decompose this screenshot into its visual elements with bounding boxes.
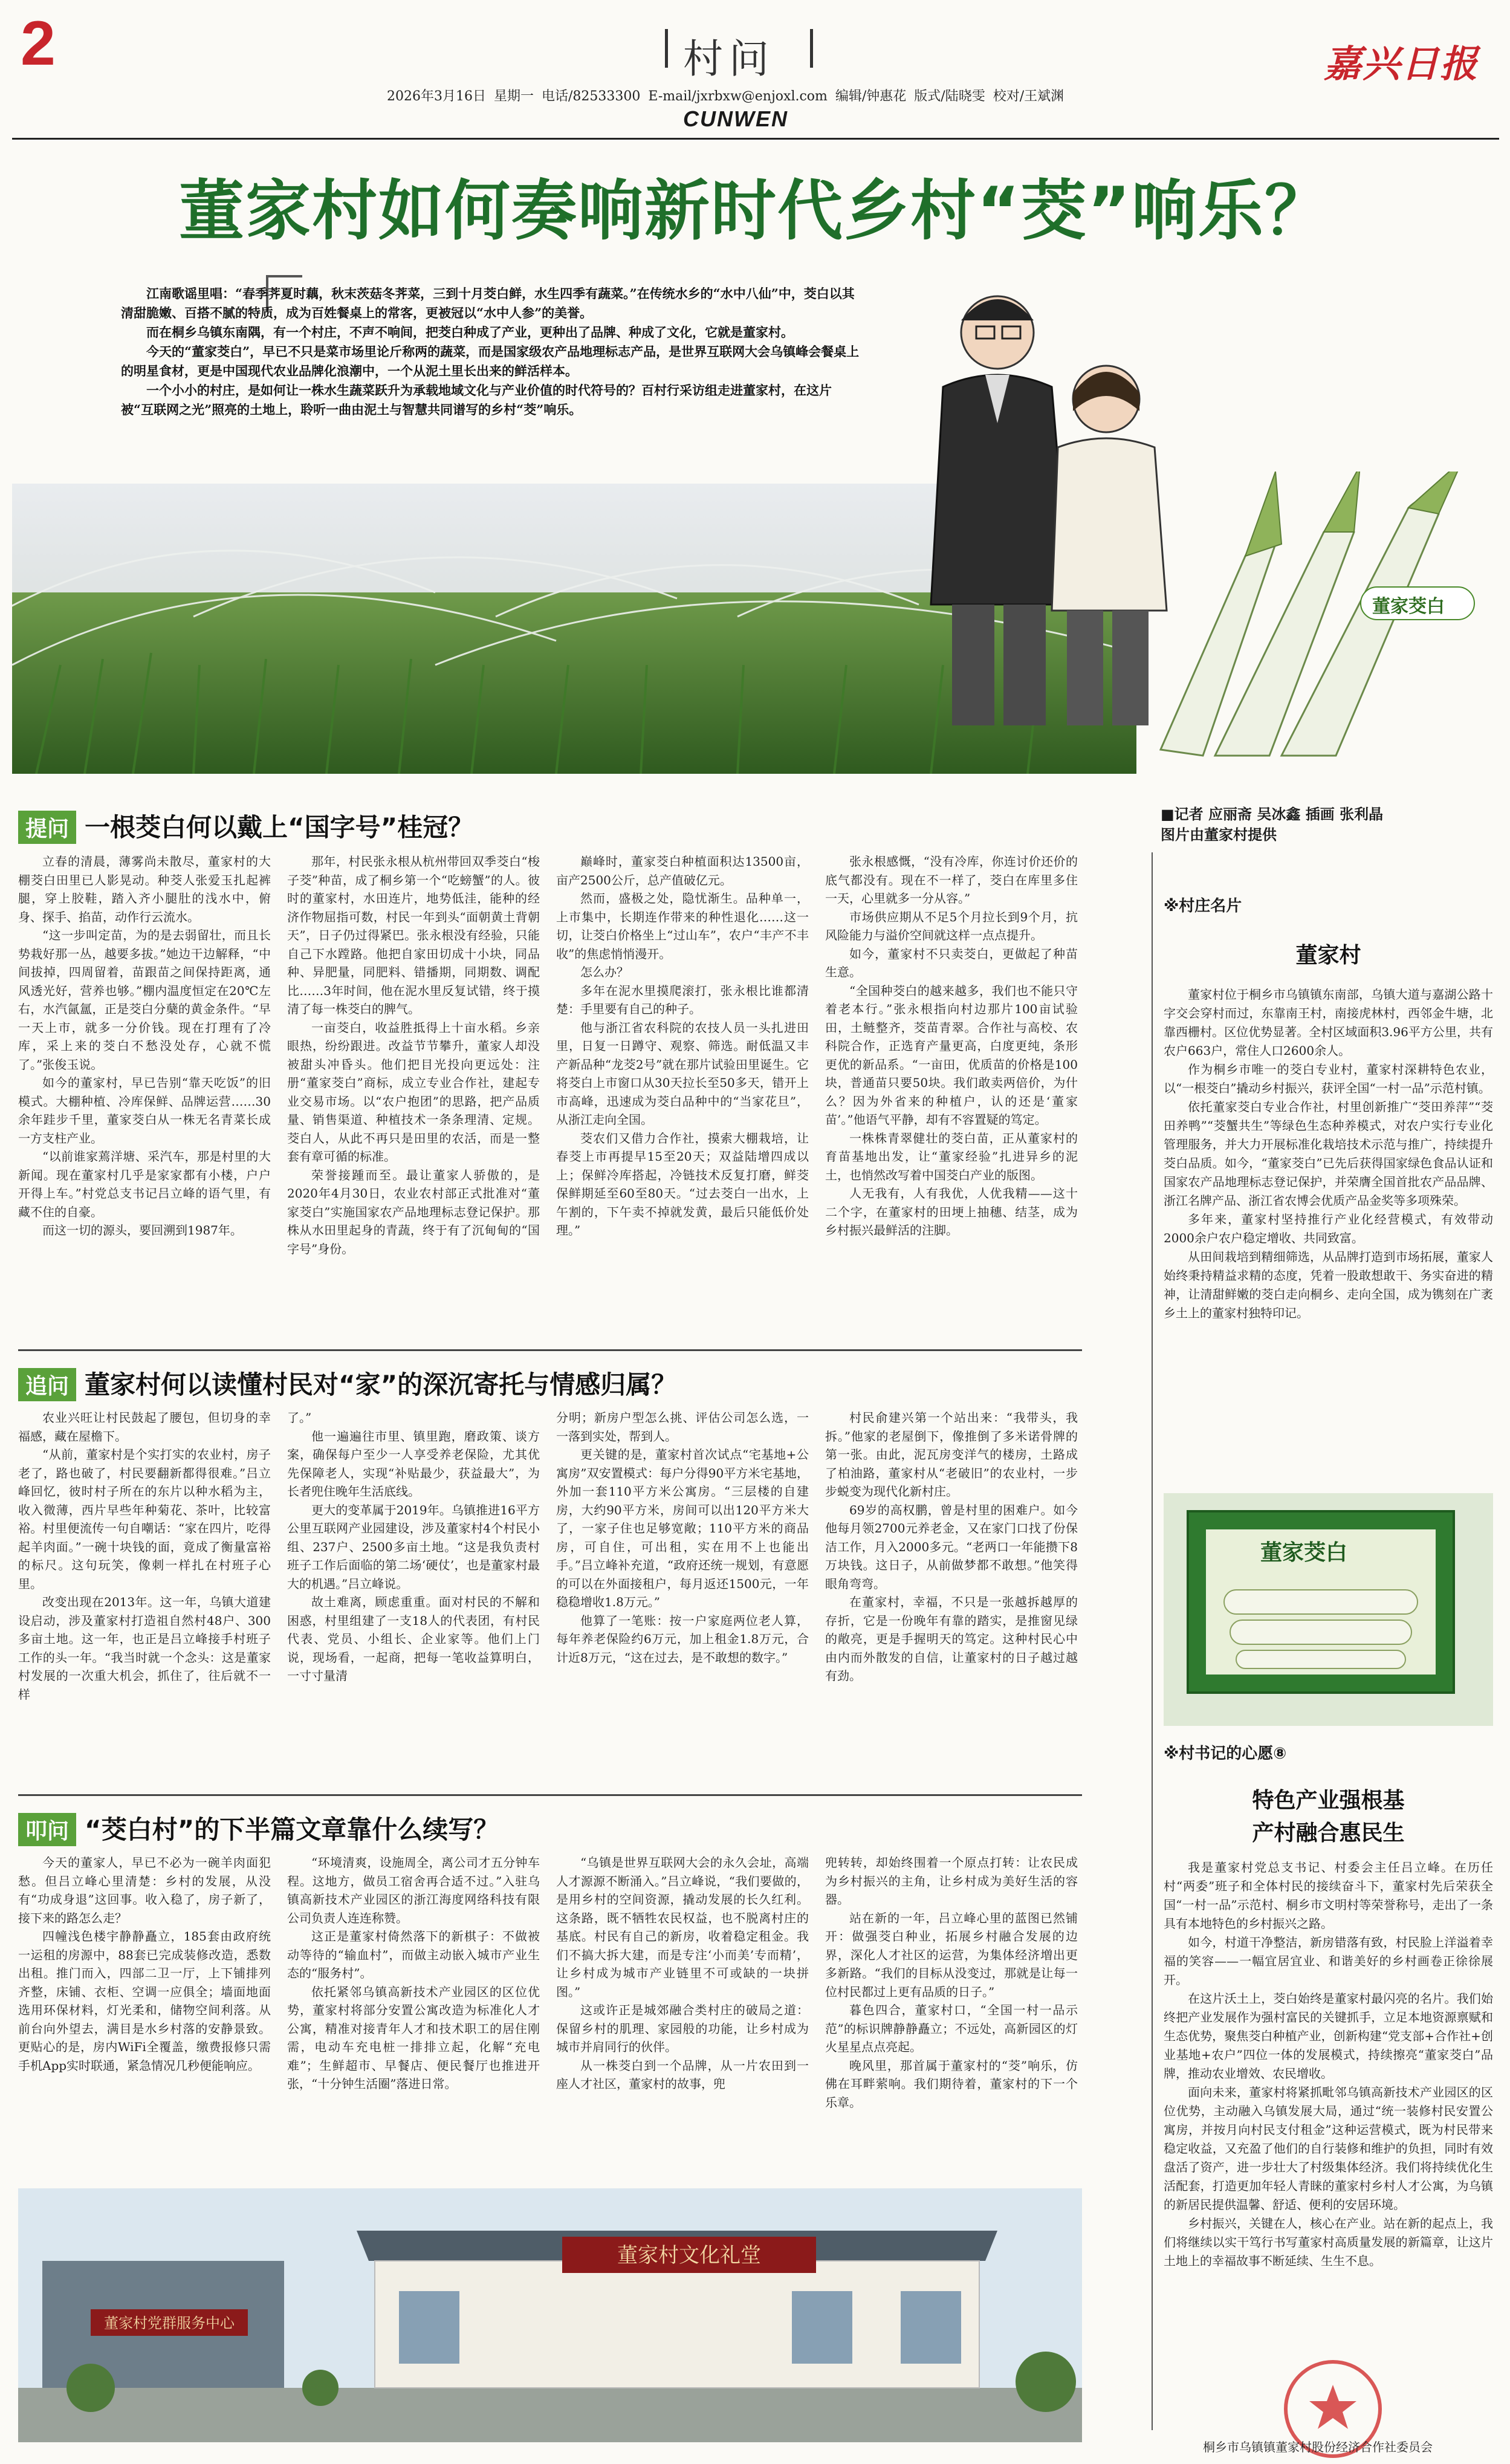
s1c4p6: 人无我有，人有我优，人优我精——这十二个字，在董家村的田埂上抽穗、结茎，成为乡村振兴最鲜活的注脚。	[825, 1186, 1078, 1237]
s1-col2	[287, 852, 540, 1342]
s3c4p2: 站在新的一年，吕立峰心里的蓝图已然铺开：做强茭白种业，拓展乡村融合发展的边界，深化人才社区的运营，为集体经济増出更多新路。“我们的目标从没变过，那就是让每一位村民都过上更有品质的日子。”	[825, 1910, 1078, 1999]
s1c3p5: 他与浙江省农科院的农技人员一头扎进田里，日复一日蹲守、观察、筛选。耐低温又丰产新品种“龙茭2号”就在那片试验田里诞生。它将茭白上市窗口从30天拉长至50多天，错开上市高峰，迅速成为茭白品种中的“当家花旦”，从浙江走向全国。	[556, 1020, 809, 1127]
mp-p1: 董家村位于桐乡市乌镇镇东南部，乌镇大道与嘉湖公路十字交会穿村而过，东靠南王村，南接虎林村，西邻金牛塘，北靠西栅村。区位优势显著。全村区域面积3.96平方公里，共有农户663户，常住人口2600余人。	[1164, 987, 1493, 1058]
s2c1p3: 改变出现在2013年。这一年，乌镇大道建设启动，涉及董家村打造祖自然村48户、300多亩土地。这一年，也正是吕立峰接手村班子工作的头一年。“我当时就一个念头：这是董家村发展的一次重大机会，抓住了，往后就不一样	[18, 1595, 271, 1702]
s1c1p3: 如今的董家村，早已告别“靠天吃饭”的旧模式。大棚种植、冷库保鲜、品牌运营……30余年跬步千里，董家茭白从一株无名青菜长成一方支柱产业。	[18, 1075, 271, 1146]
s3c4p1: 兜转转，却始终围着一个原点打转：让农民成为乡村振兴的主角，让乡村成为美好生活的容器。	[825, 1855, 1078, 1907]
section3-title: “茭白村”的下半篇文章靠什么续写？	[85, 1815, 499, 1844]
mp-p5: 从田间栽培到精细筛选，从品牌打造到市场拓展，董家人始终秉持精益求精的态度，凭着一股敢想敢干、务实奋进的精神，让清甜鲜嫩的茭白走向桐乡、走向全国，成为镌刻在广袤乡土上的董家村独特印记。	[1164, 1250, 1493, 1320]
s1c1p4: “以前谁家蔫洋塘、采汽车，那是村里的大新闻。现在董家村几乎是家家都有小楼，户户开得上车。”村党总支书记吕立峰的语气里，有藏不住的自豪。	[18, 1149, 271, 1219]
xinsheng-label: ※村书记的心愿⑧	[1164, 1745, 1287, 1763]
s1c3p4: 多年在泥水里摸爬滚打，张永根比谁都清楚：手里要有自己的种子。	[556, 983, 809, 1016]
section2-tag: 追问	[18, 1368, 76, 1401]
s2-col3	[556, 1409, 809, 1783]
s2c2p4: 故土难离，顾虑重重。面对村民的不解和困惑，村里组建了一支18人的代表团，有村民代表、党员、小组长、企业家等。他们上门说，现场看，一起商，把每一笔收益算明白，一寸寸量清	[287, 1595, 540, 1683]
s3c2p3: 依托紧邻乌镇高新技术产业园区的区位优势，董家村将部分安置公寓改造为标准化人才公寓，精准对接青年人才和技术职工的居住刚需，电动车充电桩一排排立起，化解“充电难”；生鲜超市、早餐店、便民餐厅也推进开张，“十分钟生活圈”落进日常。	[287, 1984, 540, 2091]
s2c2p2: 他一遍遍往市里、镇里跑，磨政策、谈方案，确保每户至少一人享受养老保险，尤其优先保障老人，实现“补贴最少，获益最大”，为长者兜住晚年生活底线。	[287, 1428, 540, 1499]
intro-text	[121, 284, 864, 420]
section2-title: 董家村何以读懂村民对“家”的深沉寄托与情感归属？	[85, 1370, 677, 1399]
sidebar-divider	[1152, 852, 1153, 2430]
s2c2p1: 了。”	[287, 1410, 312, 1425]
headline: 董家村如何奏响新时代乡村“茭”响乐？	[179, 173, 1331, 249]
s2c3p2: 更关键的是，董家村首次试点“宅基地+公寓房”双安置模式：每户分得90平方米宅基地，外加一套110平方米公寓房。“三层楼的自建房，大约90平方米，房间可以出120平方米大了，一家子住也足够宽敞；110平方米的商品房，可自住，可出租，实在用不上也能出手。”吕立峰补充道，“政府还统一规划，有意愿的可以在外面接租户，每月返还1500元，一年稳稳增收1.8万元。”	[556, 1447, 809, 1609]
jiaobai-box-photo	[1164, 1493, 1493, 1726]
s2c1p1: 农业兴旺让村民鼓起了腰包，但切身的幸福感，藏在屋檐下。	[18, 1410, 271, 1444]
s3c4p3: 暮色四合，董家村口，“全国一村一品示范”的标识牌静静矗立；不远处，高新园区的灯火星星点点亮起。	[825, 2003, 1078, 2054]
s2c3p3: 他算了一笔账：按一户家庭两位老人算，每年养老保险约6万元，加上租金1.8万元，合计近8万元，“这在过去，是不敢想的数字。”	[556, 1613, 809, 1665]
mp-p3: 依托董家茭白专业合作社，村里创新推广“茭田养萍”“茭田养鸭”“茭蟹共生”等绿色生态种养模式，对农户实行专业化管理服务，并大力开展标准化栽培技术示范与推广，持续提升茭白品质。如今，“董家茭白”已先后获得国家绿色食品认证和国家农产品地理标志登记保护，并荣膺全国首批农产品品牌、浙江名牌产品、浙江省农博会优质产品金奖等多项殊荣。	[1164, 1100, 1493, 1208]
s3-col4	[825, 1853, 1078, 2180]
s2-col4	[825, 1409, 1078, 1783]
s1c4p5: 一株株青翠健壮的茭白苗，正从董家村的育苗基地出发，让“董家经验”扎进异乡的泥土，也悄然改写着中国茭白产业的版图。	[825, 1130, 1078, 1182]
newspaper-logo: 嘉兴日报	[1324, 42, 1479, 86]
s2-rule	[18, 1794, 1082, 1796]
s1c1p2: “这一步叫定苗，为的是去弱留壮，而且长势栽好那一丛，越要多拔。”她边干边解释，“中间拔掉，四周留着，苗跟苗之间保持距离，通风透光好，营养也够。”棚内温度恒定在20℃左右，水汽氤氲，正是茭白分蘖的黄金条件。“早一天上市，就多一分价钱。现在打理有了冷库，采上来的茭白不愁没处存，心就不慌了。”张俊玉说。	[18, 928, 271, 1072]
header-rule	[12, 138, 1499, 140]
mingpian-text	[1164, 985, 1493, 1487]
section1-tag: 提问	[18, 811, 76, 844]
title-bar-right	[810, 29, 813, 68]
s2c4p3: 在董家村，幸福，不只是一张越拆越厚的存折，它是一份晚年有靠的踏实，是推窗见绿的敞亮，更是手握明天的笃定。这种村民心中由内而外散发的自信，让董家村的日子越过越有劲。	[825, 1595, 1078, 1683]
section3-heading	[18, 1810, 499, 1846]
xs-p5: 乡村振兴，关键在人，核心在产业。站在新的起点上，我们将继续以实干笃行书写董家村高质量发展的新篇章，让这片土地上的幸福故事不断延续、生生不息。	[1164, 2216, 1493, 2268]
s2c2p3: 更大的变革属于2019年。乌镇推进16平方公里互联网产业园建设，涉及董家村4个村民小组、237户、2500多亩土地。“这是我负责村班子工作后面临的第二场‘硬仗’，也是董家村最大的机遇。”吕立峰说。	[287, 1502, 540, 1591]
xinsheng-title2: 产村融合惠民生	[1252, 1821, 1405, 1846]
s1c3p6: 茭农们又借力合作社，摸索大棚栽培，让春茭上市再提早15至20天；双益陆增四成以上；保鲜冷库搭起，冷链技术反复打磨，鲜茭保鲜期延至60至80天。“过去茭白一出水，上午割的，下午卖不掉就发黄，最后只能低价处理。”	[556, 1130, 809, 1237]
page-number: 2	[21, 8, 56, 79]
intro-p3: 今天的“董家茭白”，早已不只是菜市场里论斤称两的蔬菜，而是国家级农产品地理标志产品，是世界互联网大会乌镇峰会餐桌上的明星食材，更是中国现代农业品牌化浪潮中，一个从泥土里长出来的鲜活样本。	[121, 344, 860, 378]
intro-corner	[266, 275, 302, 277]
s1-col4	[825, 852, 1078, 1342]
section3-tag: 叩问	[18, 1813, 76, 1846]
issue-meta: 2026年3月16日 星期一 电话/82533300 E-mail/jxrbxw@enjoxl.com 编辑/钟惠花 版式/陆晓雯 校对/王斌渊	[387, 89, 1064, 104]
xs-p3: 在这片沃土上，茭白始终是董家村最闪亮的名片。我们始终把产业发展作为强村富民的关键抓手，立足本地资源禀赋和生态优势，聚焦茭白种植产业，创新构建“党支部+合作社+创业基地+农户”四位一体的发展模式，持续擦亮“董家茭白”品牌，推动农业增效、农民增收。	[1164, 1991, 1493, 2081]
s1c4p4: “全国种茭白的越来越多，我们也不能只守着老本行。”张永根指向村边那片100亩试验田，土鲢整齐，茭苗青翠。合作社与高校、农科院合作，正选育产量更高，白度更纯，条形更优的新品系。“一亩田，优质苗的价格是100块，普通苗只要50块。我们敢卖两倍价，为什么？因为外省来的种植户，认的还是‘董家苗’。”他语气平静，却有不容置疑的笃定。	[825, 983, 1078, 1127]
s1c1p5: 而这一切的源头，要回溯到1987年。	[42, 1223, 242, 1237]
s1c1p1: 立春的清晨，薄雾尚未散尽，董家村的大棚茭白田里已人影晃动。种茭人张爱玉扎起裤腿，穿上胶鞋，踏入齐小腿肚的浅水中，俯身、探手、掐苗，动作行云流水。	[18, 854, 271, 924]
mingpian-label: ※村庄名片	[1164, 897, 1242, 915]
s3c1p2: 四幢浅色楼宇静静矗立，185套由政府统一运租的房源中，88套已完成装修改造，悉数出租。推门而入，四部二卫一厅，上下铺排列齐整，床铺、衣柜、空调一应俱全；墙面地面选用环保材料，灯光柔和，储物空间利落。从前台向外望去，满目是水乡村落的安静景致。更贴心的是，房内WiFi全覆盖，缴费报修只需手机App实时联通，紧急情况几秒便能响应。	[18, 1929, 271, 2073]
s3c3p3: 从一株茭白到一个品牌，从一片农田到一座人才社区，董家村的故事，兜	[556, 2058, 809, 2091]
section1-heading	[18, 808, 473, 844]
s3-col3	[556, 1853, 809, 2180]
village-building-photo	[18, 2188, 1082, 2442]
intro-p2: 而在桐乡乌镇东南隅，有一个村庄，不声不响间，把茭白种成了产业，更种出了品牌、种成了文化，它就是董家村。	[146, 325, 794, 340]
intro-p1: 江南歌谣里唱：“春季荠夏时藕，秋末茨菇冬荠菜，三到十月茭白鲜，水生四季有蔬菜。”在传统水乡的“水中八仙”中，茭白以其清甜脆嫩、百搭不腻的特质，成为百姓餐桌上的常客，更被冠以“水中人参”的美誉。	[121, 286, 855, 320]
credits-line2: 图片由董家村提供	[1161, 826, 1277, 843]
mp-p2: 作为桐乡市唯一的茭白专业村，董家村深耕特色农业，以“一根茭白”撬动乡村振兴，获评全国“一村一品”示范村镇。	[1164, 1062, 1493, 1095]
s2c4p2: 69岁的高权鹏，曾是村里的困难户。如今他每月领2700元养老金，又在家门口找了份保洁工作，月入2000多元。“老两口一年能攒下8万块钱。这日子，从前做梦都不敢想。”他笑得眼角弯弯。	[825, 1502, 1078, 1591]
section2-heading	[18, 1365, 676, 1401]
mingpian-title: 董家村	[1295, 943, 1361, 968]
xs-p1: 我是董家村党总支书记、村委会主任吕立峰。在历任村“两委”班子和全体村民的接续奋斗下，董家村先后荣获全国“一村一品”示范村、桐乡市文明村等荣誉称号，走出了一条具有本地特色的乡村振兴之路。	[1164, 1860, 1493, 1931]
s1-col1	[18, 852, 271, 1342]
s1-col3	[556, 852, 809, 1342]
veg-label: 董家茭白	[1372, 596, 1445, 617]
s1c4p1: 张永根感慨，“没有冷库，你连讨价还价的底气都没有。现在不一样了，茭白在库里多住一天，心里就多一分从容。”	[825, 854, 1078, 906]
s3c2p1: “环境清爽，设施周全，离公司才五分钟车程。这地方，做员工宿舍再合适不过。”入驻乌镇高新技术产业园区的浙江海度网络科技有限公司负责人连连称赞。	[287, 1855, 540, 1925]
entrance-sign: 董家村党群服务中心	[104, 2315, 235, 2332]
s3c1p1: 今天的董家人，早已不必为一碗羊肉面犯愁。但吕立峰心里清楚：乡村的发展，从没有“功成身退”这回事。收入稳了，房子新了，接下来的路怎么走？	[18, 1855, 271, 1925]
xinsheng-text	[1164, 1858, 1493, 2378]
signature: 桐乡市乌镇镇董家村股份经济合作社委员会	[1203, 2440, 1433, 2454]
box-label: 董家茭白	[1260, 1540, 1348, 1565]
s1c4p2: 市场供应期从不足5个月拉长到9个月，抗风险能力与溢价空间就这样一点点提升。	[825, 909, 1078, 942]
cunwen-wordmark: CUNWEN	[683, 106, 788, 131]
s3c3p2: 这或许正是城郊融合类村庄的破局之道：保留乡村的肌理、家园般的功能，让乡村成为城市并肩同行的伙伴。	[556, 2003, 809, 2054]
s1c4p3: 如今，董家村不只卖茭白，更做起了种苗生意。	[825, 946, 1078, 979]
xs-p2: 如今，村道干净整洁，新房错落有致，村民脸上洋溢着幸福的笑容——一幅宜居宜业、和谐美好的乡村画卷正徐徐展开。	[1164, 1935, 1493, 1987]
s1c2p1: 那年，村民张永根从杭州带回双季茭白“梭子茭”种苗，成了桐乡第一个“吃螃蟹”的人。彼时的董家村，水田连片，地势低洼，能种的经济作物屈指可数，村民一年到头“面朝黄土背朝天”，日子仍过得紧巴。张永根没有经验，只能自己下水蹚路。他把自家田切成十小块，同品种、异肥量，同肥料、错播期，同期数、调配比……3年时间，他在泥水里反复试错，终于摸清了每一株茭白的脾气。	[287, 854, 540, 1016]
xs-p4: 面向未来，董家村将紧抓毗邻乌镇高新技术产业园区的区位优势，主动融入乌镇发展大局，通过“统一装修村民安置公寓房，并按月向村民支付租金”这种运营模式，既为村民带来稳定收益，又充盈了他们的自行装修和维护的负担，同时有效盘活了资产，进一步壮大了村级集体经济。我们将持续优化生活配套，打造更加年轻人青睐的董家村乡村人才公寓，为乌镇的新居民提供温馨、舒适、便利的安居环境。	[1164, 2085, 1493, 2212]
s3c2p2: 这正是董家村倚然落下的新棋子：不做被动等待的“输血村”，而做主动嵌入城市产业生态的“服务村”。	[287, 1929, 540, 1980]
column-title: 村问	[683, 36, 775, 82]
title-bar-left	[665, 29, 668, 68]
s3-col1	[18, 1853, 271, 2180]
building-sign: 董家村文化礼堂	[617, 2243, 761, 2268]
s2c4p1: 村民俞建兴第一个站出来：“我带头，我拆。”他家的老屋倒下，像推倒了多米诺骨牌的第一张。由此，泥瓦房变洋气的楼房，土路成了柏油路，董家村从“老破旧”的农业村，一步步蜕变为现代化新村庄。	[825, 1410, 1078, 1499]
s1c3p1: 巅峰时，董家茭白种植面积达13500亩，亩产2500公斤，总产值破亿元。	[556, 854, 809, 887]
s1-rule	[18, 1349, 1082, 1351]
s3c3p1: “乌镇是世界互联网大会的永久会址，高端人才源源不断涌入。”吕立峰说，“我们要做的，是用乡村的空间资源，撬动发展的长久红利。这条路，既不牺牲农民权益，也不脱离村庄的基底。村民有自己的新房，收着稳定租金。我们不搞大拆大建，而是专注‘小而美’专而精’，让乡村成为城市产业链里不可或缺的一块拼图。”	[556, 1855, 809, 1999]
s1c2p2: 一亩茭白，收益胜抵得上十亩水稻。乡亲眼热，纷纷跟进。改益节节攀升，董家人却没被甜头冲昏头。他们把目光投向更远处：注册“董家茭白”商标，成立专业合作社，建起专业交易市场。以“农户抱团”的思路，把产品质量、销售渠道、种植技术一条条理清、定规。茭白人，从此不再只是田里的农活，而是一整套有章可循的标准。	[287, 1020, 540, 1164]
s2c1p2: “从前，董家村是个实打实的农业村，房子老了，路也破了，村民要翻新都得很难。”吕立峰回忆，彼时村子所在的东片以种水稻为主，收入微薄，西片早些年种菊花、茶叶，比较富裕。村里便流传一句自嘲话：“家在四片，吃得起羊肉面。”一碗十块钱的面，竟成了衡量富裕的标尺。这句玩笑，像刺一样扎在村班子心里。	[18, 1447, 271, 1591]
s1c2p3: 荣誉接踵而至。最让董家人骄傲的，是2020年4月30日，农业农村部正式批准对“董家茭白”实施国家农产品地理标志登记保护。那株从水田里起身的青蔬，终于有了沉甸甸的“国字号”身份。	[287, 1167, 540, 1256]
s1c3p3: 怎么办？	[580, 965, 629, 979]
credits	[1161, 804, 1383, 845]
xinsheng-title1: 特色产业强根基	[1252, 1788, 1405, 1813]
s2c3p1: 分明；新房户型怎么挑、评估公司怎么选，一一落到实处，帮到人。	[556, 1410, 809, 1444]
mp-p4: 多年来，董家村坚持推行产业化经营模式，有效带动2000余户农户稳定增收、共同致富。	[1164, 1212, 1493, 1245]
s1c3p2: 然而，盛极之处，隐忧渐生。品种单一，上市集中，长期连作带来的种性退化……这一切，让茭白价格坐上“过山车”，农户“丰产不丰收”的焦虑悄悄漫开。	[556, 891, 809, 961]
intro-p4: 一个小小的村庄，是如何让一株水生蔬菜跃升为承载地域文化与产业价值的时代符号的？百村行采访组走进董家村，在这片被“互联网之光”照亮的土地上，聆听一曲由泥土与智慧共同谱写的乡村“茭”响乐。	[121, 383, 832, 417]
s2-col1	[18, 1409, 271, 1783]
credits-line1: ■记者 应丽斋 吴冰鑫 插画 张利晶	[1161, 806, 1384, 823]
s3-col2	[287, 1853, 540, 2180]
s3c4p4: 晚风里，那首属于董家村的“茭”响乐，仿佛在耳畔萦响。我们期待着，董家村的下一个乐章。	[825, 2058, 1078, 2110]
section1-title: 一根茭白何以戴上“国字号”桂冠？	[85, 812, 474, 842]
s2-col2	[287, 1409, 540, 1783]
